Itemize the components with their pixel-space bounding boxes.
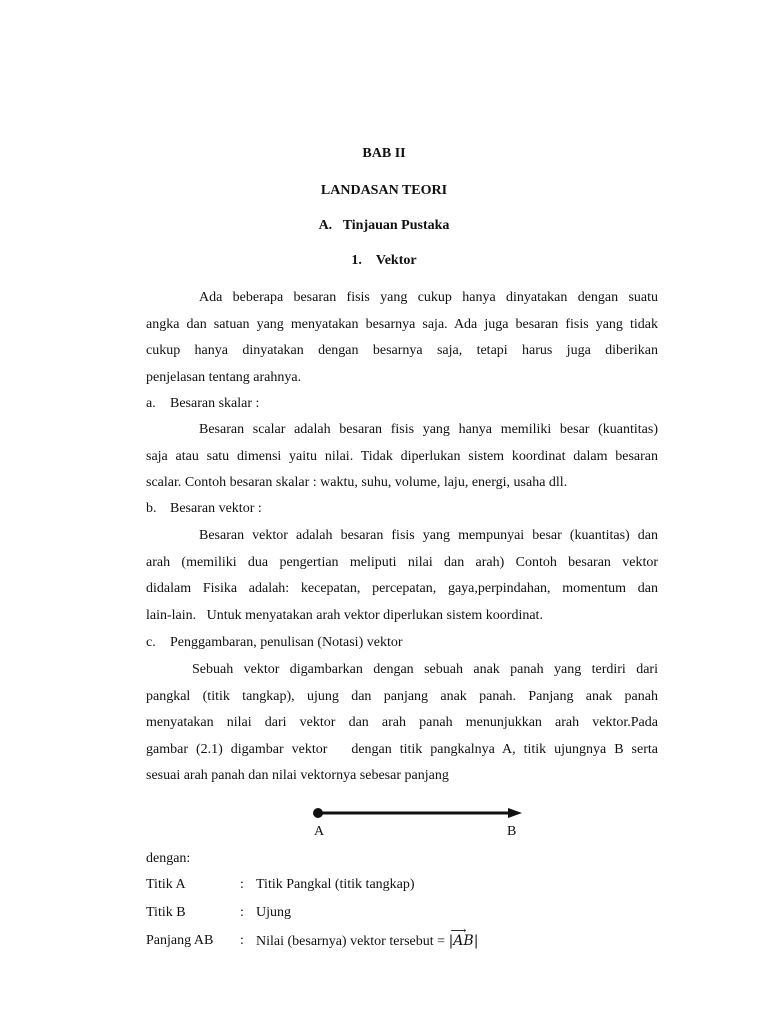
text-line: sesuai arah panah dan nilai vektornya sebesar panjang <box>146 768 449 783</box>
section-number: A. <box>318 218 333 233</box>
subsection-title: Vektor <box>375 253 417 268</box>
definition-term: Titik A <box>146 877 186 892</box>
chapter-heading: BAB II <box>362 146 406 161</box>
paragraph-scalar <box>146 417 658 497</box>
definition-term: Titik B <box>146 905 186 920</box>
dengan-label: dengan: <box>146 851 191 866</box>
subsection-number: 1. <box>351 253 362 268</box>
text-line: scalar. Contoh besaran skalar : waktu, suhu, volume, laju, energi, usaha dll. <box>146 475 568 490</box>
point-label-b: B <box>507 824 517 839</box>
chapter-title: LANDASAN TEORI <box>320 183 448 198</box>
text-line: didalam Fisika adalah: kecepatan, percepatan, gaya,perpindahan, momentum dan <box>146 581 658 596</box>
text-line: lain-lain. Untuk menyatakan arah vektor diperlukan sistem koordinat. <box>146 607 543 623</box>
text-line: pangkal (titik tangkap), ujung dan panjang anak panah. Panjang anak panah <box>146 688 658 704</box>
text-line: penjelasan tentang arahnya. <box>146 369 302 385</box>
vector-arrowhead <box>508 808 522 818</box>
text-line: arah (memiliki dua pengertian meliputi nilai dan arah) Contoh besaran vektor <box>146 554 658 570</box>
vector-magnitude-formula <box>448 924 479 949</box>
definition-desc: Titik Pangkal (titik tangkap) <box>256 877 415 892</box>
text-line: Sebuah vektor digambarkan dengan sebuah anak panah yang terdiri dari <box>192 662 658 677</box>
definition-colon: : <box>240 905 244 920</box>
point-label-a: A <box>314 824 325 839</box>
vector-symbol: AB <box>453 933 474 949</box>
text-line: saja atau satu dimensi yaitu nilai. Tidak diperlukan sistem koordinat dalam besaran <box>146 448 658 464</box>
text-line: Besaran vektor adalah besaran fisis yang mempunyai besar (kuantitas) dan <box>199 528 658 543</box>
list-item-a <box>146 396 259 412</box>
text-line: gambar (2.1) digambar vektor dengan titik pangkalnya A, titik ujungnya B serta <box>146 741 658 757</box>
text-line: Besaran scalar adalah besaran fisis yang hanya memiliki besar (kuantitas) <box>199 422 658 437</box>
paragraph-vector <box>146 523 658 629</box>
definition-colon: : <box>240 933 244 948</box>
text-line: Ada beberapa besaran fisis yang cukup hanya dinyatakan dengan suatu <box>199 290 658 305</box>
definition-desc <box>256 924 479 950</box>
definition-term: Panjang AB <box>146 933 214 948</box>
definition-desc: Ujung <box>256 905 291 920</box>
definition-desc-text: Nilai (besarnya) vektor tersebut = <box>256 934 446 949</box>
subsection-heading <box>0 253 768 269</box>
list-label: Besaran skalar : <box>170 396 260 411</box>
paragraph-notation <box>146 657 658 790</box>
vector-arrow-icon: ⟶ <box>450 924 465 937</box>
text-line: menyatakan nilai dari vektor dan arah panah menunjukkan arah vektor.Pada <box>146 715 658 730</box>
section-title: Tinjauan Pustaka <box>342 218 450 233</box>
list-label: Besaran vektor : <box>170 501 262 516</box>
text-line: angka dan satuan yang menyatakan besarnya saja. Ada juga besaran fisis yang tidak <box>146 316 658 332</box>
list-label: Penggambaran, penulisan (Notasi) vektor <box>170 635 403 650</box>
list-number: c. <box>146 635 156 650</box>
vector-figure <box>300 800 530 830</box>
list-item-c <box>146 635 403 651</box>
text-line: cukup hanya dinyatakan dengan besarnya saja, tetapi harus juga diberikan <box>146 343 658 358</box>
section-heading <box>0 218 768 234</box>
list-number: a. <box>146 396 156 411</box>
abs-bar-left: | <box>448 933 454 949</box>
list-item-b <box>146 501 262 517</box>
definition-colon: : <box>240 877 244 892</box>
intro-paragraph <box>146 285 658 391</box>
abs-bar-right: | <box>473 933 479 949</box>
list-number: b. <box>146 501 157 516</box>
